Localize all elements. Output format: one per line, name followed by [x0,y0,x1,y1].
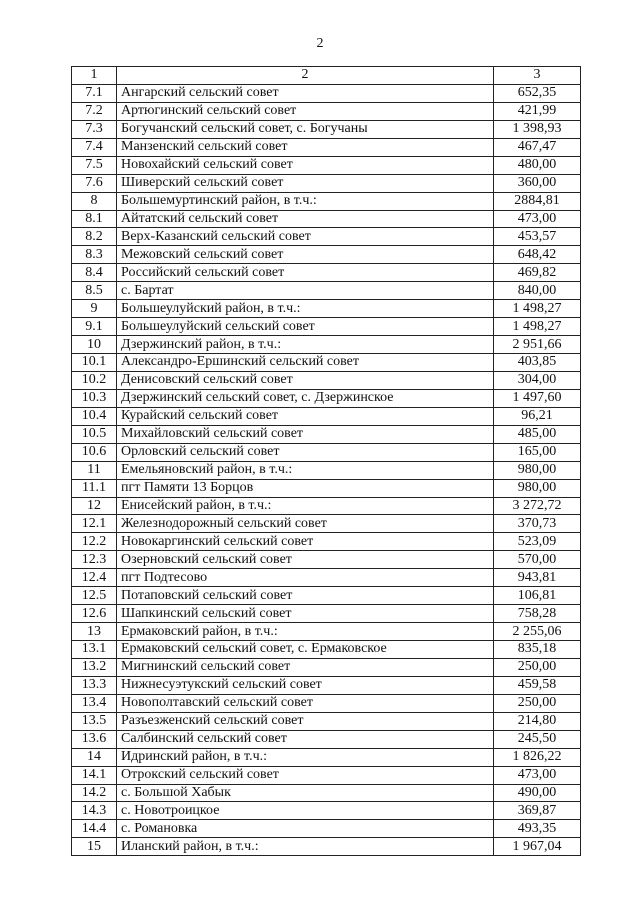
row-amount-cell: 980,00 [494,461,581,479]
row-name-cell: пгт Подтесово [117,569,494,587]
row-number-cell: 15 [72,838,117,856]
row-number-cell: 14.2 [72,784,117,802]
table-row [72,784,581,802]
row-name-cell: с. Большой Хабык [117,784,494,802]
row-name-cell: Салбинский сельский совет [117,730,494,748]
row-number-cell: 14.3 [72,802,117,820]
row-amount-cell: 421,99 [494,102,581,120]
row-amount-cell: 570,00 [494,551,581,569]
row-number-cell: 11.1 [72,479,117,497]
row-number-cell: 13.4 [72,694,117,712]
row-number-cell: 10.4 [72,407,117,425]
table-row [72,425,581,443]
table-row [72,282,581,300]
row-name-cell: Ермаковский район, в т.ч.: [117,623,494,641]
table-row [72,730,581,748]
row-name-cell: Айтатский сельский совет [117,210,494,228]
row-number-cell: 12.2 [72,533,117,551]
table-row [72,246,581,264]
table-row [72,694,581,712]
row-amount-cell: 2 951,66 [494,336,581,354]
row-name-cell: Орловский сельский совет [117,443,494,461]
row-amount-cell: 304,00 [494,371,581,389]
table-row [72,641,581,659]
row-number-cell: 7.1 [72,84,117,102]
row-name-cell: с. Новотроицкое [117,802,494,820]
table-row [72,264,581,282]
row-number-cell: 14.4 [72,820,117,838]
row-amount-cell: 523,09 [494,533,581,551]
row-number-cell: 13.5 [72,712,117,730]
row-amount-cell: 473,00 [494,766,581,784]
table-row [72,354,581,372]
table-row [72,371,581,389]
row-amount-cell: 2884,81 [494,192,581,210]
row-name-cell: Иланский район, в т.ч.: [117,838,494,856]
table-row [72,84,581,102]
row-number-cell: 12.1 [72,515,117,533]
row-amount-cell: 459,58 [494,676,581,694]
row-number-cell: 8.3 [72,246,117,264]
row-amount-cell: 214,80 [494,712,581,730]
table-row [72,228,581,246]
row-amount-cell: 473,00 [494,210,581,228]
row-amount-cell: 758,28 [494,605,581,623]
row-amount-cell: 1 498,27 [494,300,581,318]
row-amount-cell: 3 272,72 [494,497,581,515]
table-row [72,336,581,354]
row-name-cell: Новохайский сельский совет [117,156,494,174]
table-row [72,748,581,766]
table-row [72,192,581,210]
row-name-cell: Емельяновский район, в т.ч.: [117,461,494,479]
row-amount-cell: 369,87 [494,802,581,820]
row-name-cell: Большеулуйский сельский совет [117,318,494,336]
column-header-number: 1 [72,67,117,85]
row-name-cell: Манзенский сельский совет [117,138,494,156]
table-row [72,497,581,515]
row-number-cell: 8.2 [72,228,117,246]
row-number-cell: 8.5 [72,282,117,300]
row-name-cell: Железнодорожный сельский совет [117,515,494,533]
table-row [72,210,581,228]
table-row [72,443,581,461]
row-number-cell: 7.4 [72,138,117,156]
row-name-cell: Курайский сельский совет [117,407,494,425]
row-amount-cell: 403,85 [494,354,581,372]
table-row [72,676,581,694]
row-name-cell: Идринский район, в т.ч.: [117,748,494,766]
row-name-cell: Новополтавский сельский совет [117,694,494,712]
row-name-cell: Нижнесуэтукский сельский совет [117,676,494,694]
table-row [72,533,581,551]
row-name-cell: Шапкинский сельский совет [117,605,494,623]
row-name-cell: Енисейский район, в т.ч.: [117,497,494,515]
table-row [72,102,581,120]
table-row [72,766,581,784]
table-row [72,479,581,497]
table-row [72,156,581,174]
row-number-cell: 12.3 [72,551,117,569]
row-amount-cell: 490,00 [494,784,581,802]
row-amount-cell: 245,50 [494,730,581,748]
row-number-cell: 12.4 [72,569,117,587]
row-name-cell: Михайловский сельский совет [117,425,494,443]
row-number-cell: 10.2 [72,371,117,389]
row-number-cell: 9.1 [72,318,117,336]
table-row [72,838,581,856]
row-name-cell: с. Романовка [117,820,494,838]
row-amount-cell: 2 255,06 [494,623,581,641]
row-name-cell: Потаповский сельский совет [117,587,494,605]
row-amount-cell: 648,42 [494,246,581,264]
row-number-cell: 7.6 [72,174,117,192]
row-number-cell: 8.4 [72,264,117,282]
row-number-cell: 10 [72,336,117,354]
row-name-cell: Российский сельский совет [117,264,494,282]
table-row [72,551,581,569]
row-name-cell: Большеулуйский район, в т.ч.: [117,300,494,318]
table-header-row [72,67,581,85]
row-number-cell: 10.6 [72,443,117,461]
row-name-cell: Мигнинский сельский совет [117,658,494,676]
row-name-cell: Разъезженский сельский совет [117,712,494,730]
row-amount-cell: 1 497,60 [494,389,581,407]
row-name-cell: Ермаковский сельский совет, с. Ермаковское [117,641,494,659]
row-name-cell: Озерновский сельский совет [117,551,494,569]
row-number-cell: 7.3 [72,120,117,138]
row-amount-cell: 652,35 [494,84,581,102]
row-number-cell: 7.5 [72,156,117,174]
row-amount-cell: 370,73 [494,515,581,533]
table-row [72,300,581,318]
row-amount-cell: 1 967,04 [494,838,581,856]
row-name-cell: Артюгинский сельский совет [117,102,494,120]
row-number-cell: 10.1 [72,354,117,372]
table-row [72,587,581,605]
row-amount-cell: 480,00 [494,156,581,174]
row-name-cell: Денисовский сельский совет [117,371,494,389]
table-row [72,605,581,623]
table-row [72,820,581,838]
table-row [72,461,581,479]
row-number-cell: 13.3 [72,676,117,694]
row-amount-cell: 485,00 [494,425,581,443]
table-row [72,658,581,676]
row-amount-cell: 250,00 [494,658,581,676]
row-name-cell: Дзержинский район, в т.ч.: [117,336,494,354]
table-row [72,318,581,336]
row-amount-cell: 165,00 [494,443,581,461]
column-header-name: 2 [117,67,494,85]
row-amount-cell: 360,00 [494,174,581,192]
row-name-cell: Дзержинский сельский совет, с. Дзержинское [117,389,494,407]
row-name-cell: Ангарский сельский совет [117,84,494,102]
row-amount-cell: 469,82 [494,264,581,282]
row-amount-cell: 1 398,93 [494,120,581,138]
row-amount-cell: 840,00 [494,282,581,300]
table-row [72,407,581,425]
row-number-cell: 12 [72,497,117,515]
row-name-cell: Большемуртинский район, в т.ч.: [117,192,494,210]
row-number-cell: 10.3 [72,389,117,407]
row-number-cell: 7.2 [72,102,117,120]
row-number-cell: 13.2 [72,658,117,676]
row-number-cell: 8 [72,192,117,210]
allocation-table [71,66,581,856]
row-amount-cell: 1 498,27 [494,318,581,336]
row-name-cell: Шиверский сельский совет [117,174,494,192]
row-number-cell: 8.1 [72,210,117,228]
row-number-cell: 14.1 [72,766,117,784]
row-amount-cell: 980,00 [494,479,581,497]
table-row [72,174,581,192]
row-number-cell: 12.6 [72,605,117,623]
table-row [72,802,581,820]
table-row [72,389,581,407]
row-number-cell: 12.5 [72,587,117,605]
row-number-cell: 14 [72,748,117,766]
row-amount-cell: 493,35 [494,820,581,838]
row-name-cell: Александро-Ершинский сельский совет [117,354,494,372]
row-amount-cell: 1 826,22 [494,748,581,766]
row-amount-cell: 943,81 [494,569,581,587]
row-name-cell: Отрокский сельский совет [117,766,494,784]
row-amount-cell: 835,18 [494,641,581,659]
row-number-cell: 10.5 [72,425,117,443]
row-name-cell: Новокаргинский сельский совет [117,533,494,551]
table-row [72,120,581,138]
table-row [72,712,581,730]
column-header-amount: 3 [494,67,581,85]
row-amount-cell: 467,47 [494,138,581,156]
row-number-cell: 13 [72,623,117,641]
row-name-cell: пгт Памяти 13 Борцов [117,479,494,497]
table-row [72,138,581,156]
table-row [72,623,581,641]
page-number: 2 [316,36,324,51]
row-name-cell: Межовский сельский совет [117,246,494,264]
row-amount-cell: 96,21 [494,407,581,425]
row-name-cell: Богучанский сельский совет, с. Богучаны [117,120,494,138]
row-number-cell: 13.6 [72,730,117,748]
table-row [72,515,581,533]
row-name-cell: с. Бартат [117,282,494,300]
row-name-cell: Верх-Казанский сельский совет [117,228,494,246]
row-amount-cell: 453,57 [494,228,581,246]
row-amount-cell: 106,81 [494,587,581,605]
table-row [72,569,581,587]
row-number-cell: 13.1 [72,641,117,659]
row-amount-cell: 250,00 [494,694,581,712]
row-number-cell: 9 [72,300,117,318]
row-number-cell: 11 [72,461,117,479]
